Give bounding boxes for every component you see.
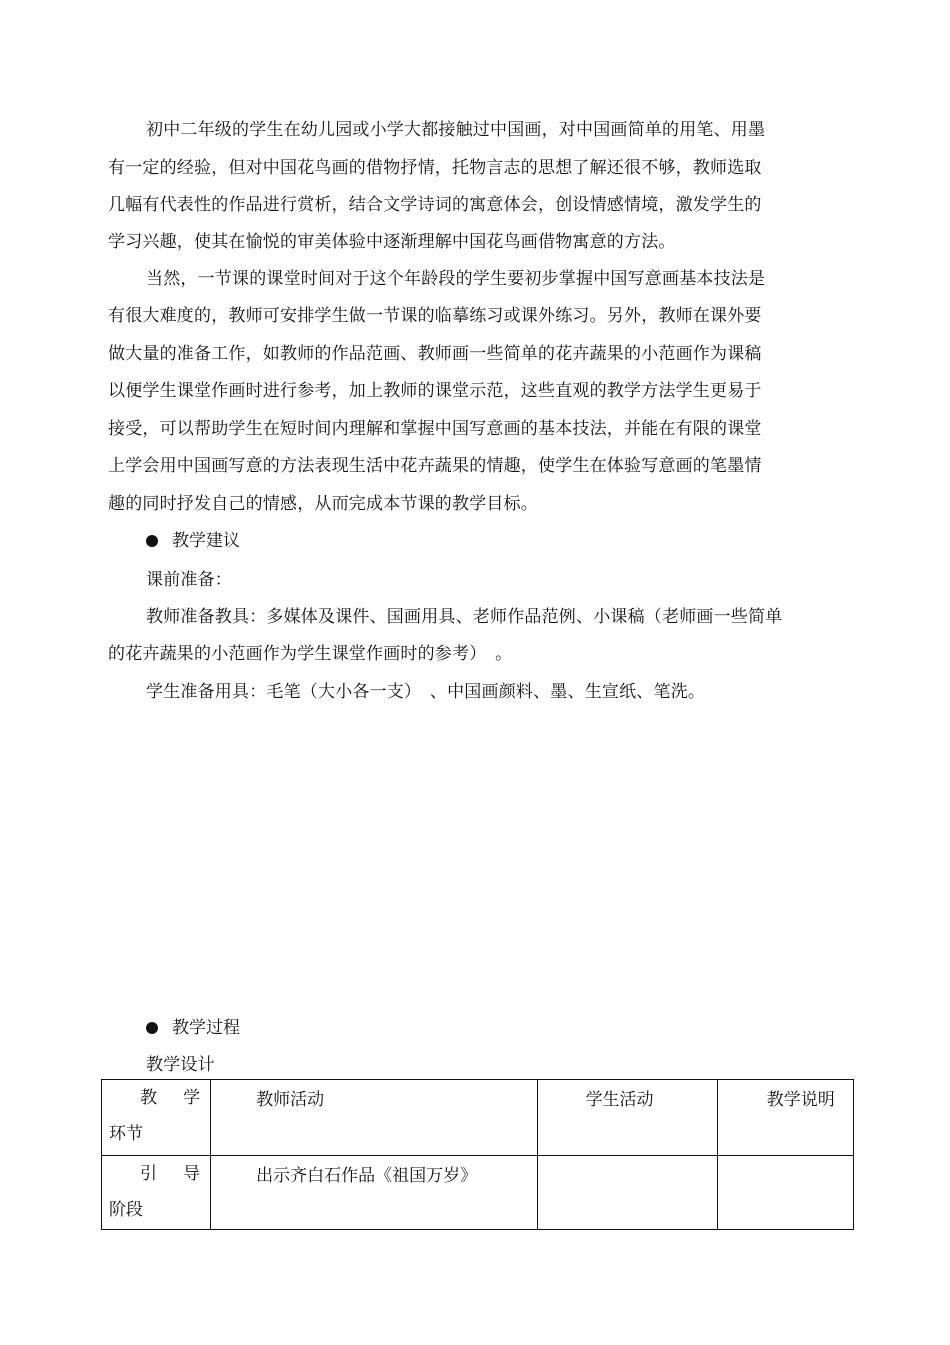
- row-student-cell: [537, 1156, 717, 1230]
- row-stage-cell: [102, 1156, 211, 1230]
- paragraph-1-line-1: 初中二年级的学生在幼儿园或小学大都接触过中国画，对中国画简单的用笔、用墨: [146, 120, 766, 140]
- header-teacher-cell: [211, 1080, 537, 1156]
- row-stage-char-2: 导: [183, 1164, 201, 1184]
- header-notes-cell: [717, 1080, 853, 1156]
- table-row: [102, 1156, 854, 1230]
- paragraph-2-line-2: 有很大难度的，教师可安排学生做一节课的临摹练习或课外练习。另外，教师在课外要: [108, 306, 762, 326]
- process-heading: [146, 1013, 240, 1038]
- table-header-row: [102, 1080, 854, 1156]
- header-stage-cell: [102, 1080, 211, 1156]
- paragraph-2-line-6: 上学会用中国画写意的方法表现生活中花卉蔬果的情趣，使学生在体验写意画的笔墨情: [108, 456, 762, 476]
- header-teacher-activity: 教师活动: [256, 1090, 325, 1110]
- row-stage-line-2: 阶段: [109, 1200, 143, 1220]
- suggestions-heading: [146, 526, 240, 551]
- header-student-cell: [537, 1080, 717, 1156]
- row-notes-cell: [717, 1156, 853, 1230]
- row-stage-char-1: 引: [140, 1164, 157, 1184]
- process-heading-text: 教学过程: [172, 1018, 240, 1038]
- paragraph-1-line-3: 几幅有代表性的作品进行赏析，结合文学诗词的寓意体会，创设情感情境，激发学生的: [108, 195, 762, 215]
- paragraph-1-line-2: 有一定的经验，但对中国花鸟画的借物抒情，托物言志的思想了解还很不够，教师选取: [108, 158, 762, 178]
- teacher-tools-line-1: 教师准备教具：多媒体及课件、国画用具、老师作品范例、小课稿（老师画一些简单: [146, 607, 783, 627]
- header-stage-line-2: 环节: [109, 1124, 143, 1144]
- header-teaching-notes: 教学说明: [766, 1090, 835, 1110]
- header-stage-char-1: 教: [140, 1088, 157, 1108]
- paragraph-2-line-3: 做大量的准备工作，如教师的作品范画、教师画一些简单的花卉蔬果的小范画作为课稿: [108, 344, 762, 364]
- bullet-icon: [146, 1022, 158, 1034]
- paragraph-2-line-5: 接受，可以帮助学生在短时间内理解和掌握中国写意画的基本技法，并能在有限的课堂: [108, 419, 762, 439]
- header-student-activity: 学生活动: [585, 1090, 654, 1110]
- teacher-tools-line-2: 的花卉蔬果的小范画作为学生课堂作画时的参考） 。: [108, 644, 513, 664]
- header-stage-char-2: 学: [183, 1088, 201, 1108]
- row-teacher-activity: 出示齐白石作品《祖国万岁》: [256, 1166, 478, 1186]
- row-teacher-cell: [211, 1156, 537, 1230]
- paragraph-1-line-4: 学习兴趣，使其在愉悦的审美体验中逐渐理解中国花鸟画借物寓意的方法。: [108, 232, 676, 252]
- bullet-icon: [146, 535, 158, 547]
- paragraph-2-line-1: 当然，一节课的课堂时间对于这个年龄段的学生要初步掌握中国写意画基本技法是: [146, 269, 766, 289]
- teaching-design-table: [101, 1079, 854, 1230]
- paragraph-2-line-4: 以便学生课堂作画时进行参考，加上教师的课堂示范，这些直观的教学方法学生更易于: [108, 381, 762, 401]
- student-tools: 学生准备用具：毛笔（大小各一支） 、中国画颜料、墨、生宣纸、笔洗。: [146, 682, 706, 702]
- row-student-activity: [538, 1156, 717, 1158]
- row-teaching-notes: [718, 1156, 853, 1158]
- paragraph-2-line-7: 趣的同时抒发自己的情感，从而完成本节课的教学目标。: [108, 494, 538, 514]
- suggestions-heading-text: 教学建议: [172, 531, 240, 551]
- design-label: 教学设计: [146, 1055, 215, 1075]
- prep-label: 课前准备：: [146, 570, 232, 590]
